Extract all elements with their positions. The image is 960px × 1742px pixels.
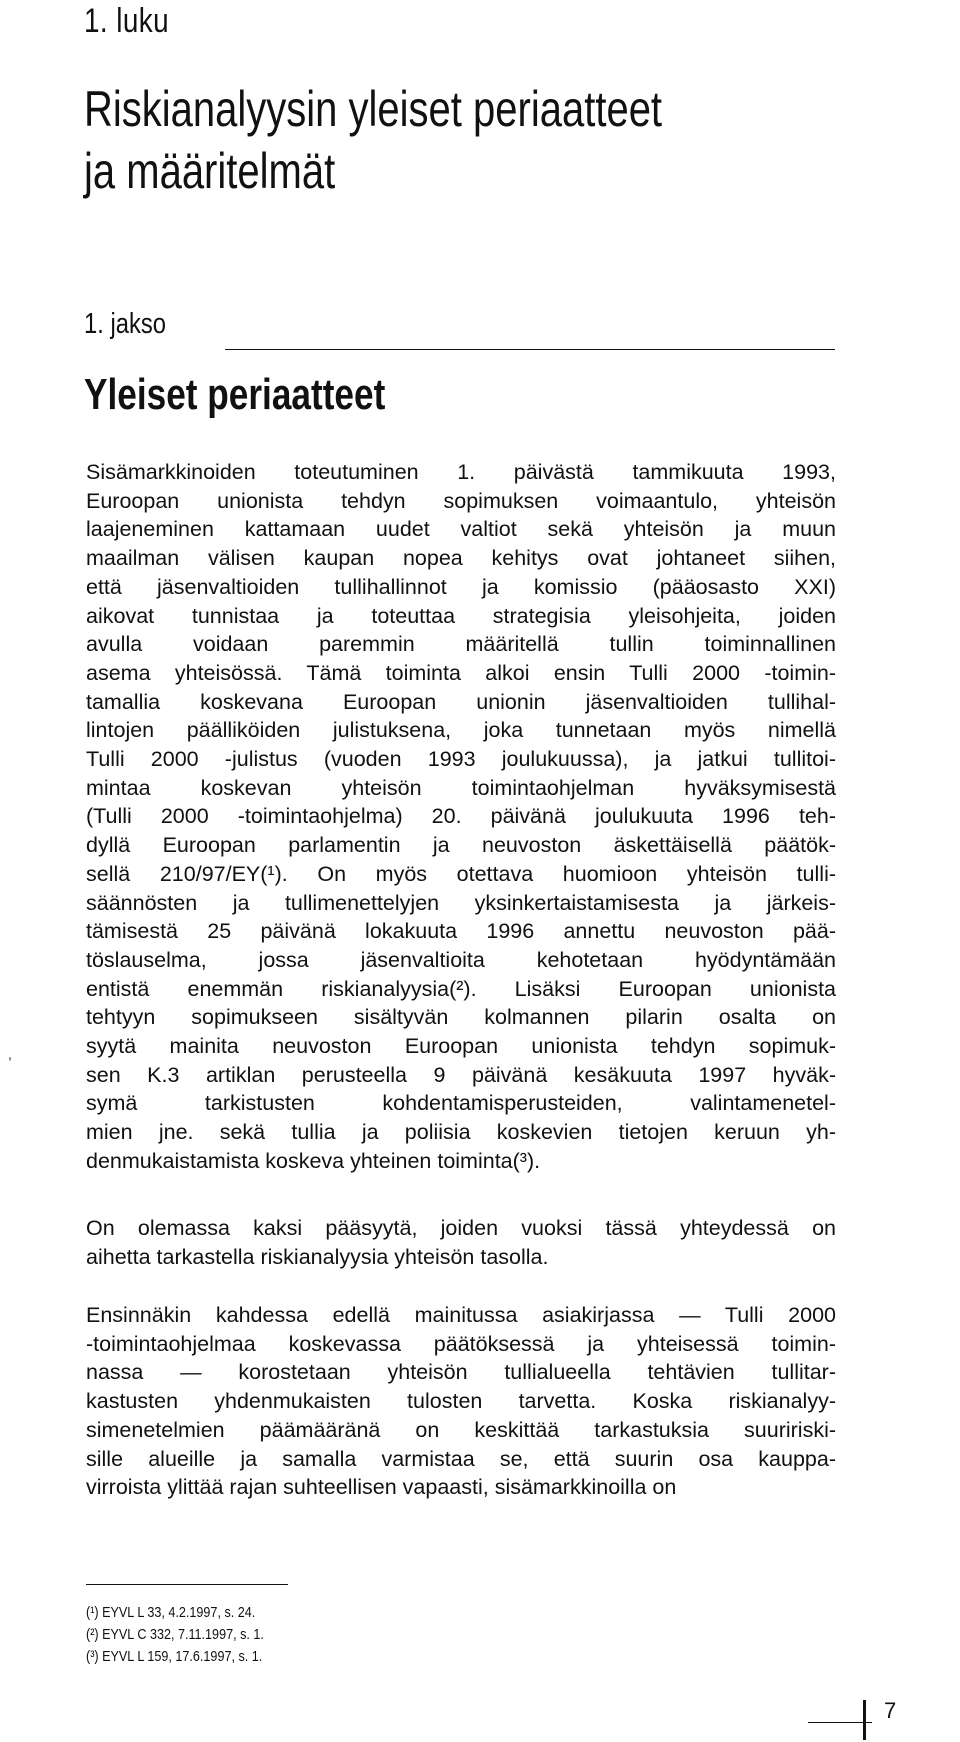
text-line: virroista ylittää rajan suhteellisen vapaasti, sisämarkkinoilla on	[86, 1475, 677, 1500]
text-line: Ensinnäkin kahdessa edellä mainitussa asiakirjassa — Tulli 2000	[86, 1303, 836, 1327]
chapter-title-line: ja määritelmät	[84, 143, 336, 199]
text-line: -toimintaohjelmaa koskevassa päätöksessä ja yhteisessä toimin-	[86, 1331, 836, 1356]
page-number-bar	[863, 1700, 866, 1740]
footnotes	[86, 1602, 264, 1668]
text-line: dyllä Euroopan parlamentin ja neuvoston äskettäisellä päätök-	[86, 833, 836, 858]
body-paragraph	[86, 458, 836, 1176]
text-line: sellä 210/97/EY(¹). On myös otettava huomioon yhteisön tulli-	[86, 861, 836, 886]
section-divider	[225, 349, 835, 350]
footnote: (³) EYVL L 159, 17.6.1997, s. 1.	[86, 1648, 263, 1665]
text-line: maailman välisen kaupan nopea kehitys ovat johtaneet siihen,	[86, 546, 836, 571]
section-label: 1. jakso	[84, 308, 166, 340]
footnote: (²) EYVL C 332, 7.11.1997, s. 1.	[86, 1626, 264, 1643]
body-paragraph	[86, 1301, 836, 1502]
body-paragraph	[86, 1214, 836, 1271]
text-line: (Tulli 2000 -toimintaohjelma) 20. päivänä joulukuuta 1996 teh-	[86, 804, 836, 829]
text-line: Sisämarkkinoiden toteutuminen 1. päivästä tammikuuta 1993,	[86, 460, 836, 484]
text-line: mintaa koskevan yhteisön toimintaohjelman hyväksymisestä	[86, 775, 836, 800]
page-number: 7	[884, 1698, 897, 1723]
text-line: On olemassa kaksi pääsyytä, joiden vuoksi tässä yhteydessä on	[86, 1216, 836, 1240]
text-line: simenetelmien päämääränä on keskittää tarkastuksia suuririski-	[86, 1417, 836, 1442]
text-line: tamallia koskevana Euroopan unionin jäsenvaltioiden tullihal-	[86, 689, 836, 714]
text-line: lintojen päälliköiden julistuksena, joka tunnetaan myös nimellä	[86, 718, 836, 743]
text-line: että jäsenvaltioiden tullihallinnot ja komissio (pääosasto XXI)	[86, 574, 836, 599]
text-line: kastusten yhdenmukaisten tulosten tarvetta. Koska riskianalyy-	[86, 1389, 836, 1414]
text-line: entistä enemmän riskianalyysia(²). Lisäksi Euroopan unionista	[86, 976, 836, 1001]
text-line: denmukaistamista koskeva yhteinen toiminta(³).	[86, 1148, 541, 1173]
text-line: symä tarkistusten kohdentamisperusteiden, valintamenetel-	[86, 1091, 836, 1116]
text-line: asema yhteisössä. Tämä toiminta alkoi ensin Tulli 2000 -toimin-	[86, 660, 836, 685]
margin-mark: ,	[8, 1046, 12, 1062]
text-line: sille alueille ja samalla varmistaa se, että suurin osa kauppa-	[86, 1446, 836, 1471]
text-line: tämisestä 25 päivänä lokakuuta 1996 annettu neuvoston pää-	[86, 919, 836, 944]
text-line: säännösten ja tullimenettelyjen yksinkertaistamisesta ja järkeis-	[86, 890, 836, 915]
footnote: (¹) EYVL L 33, 4.2.1997, s. 24.	[86, 1604, 256, 1621]
text-line: avulla voidaan paremmin määritellä tullin toiminnallinen	[86, 632, 836, 657]
text-line: sen K.3 artiklan perusteella 9 päivänä kesäkuuta 1997 hyväk-	[86, 1062, 836, 1087]
text-line: Euroopan unionista tehdyn sopimuksen voimaantulo, yhteisön	[86, 488, 836, 513]
text-line: aikovat tunnistaa ja toteuttaa strategisia yleisohjeita, joiden	[86, 603, 836, 628]
text-line: Tulli 2000 -julistus (vuoden 1993 joulukuussa), ja jatkui tullitoi-	[86, 747, 836, 772]
text-line: mien jne. sekä tullia ja poliisia koskevien tietojen keruun yh-	[86, 1120, 836, 1145]
chapter-title-line: Riskianalyysin yleiset periaatteet	[84, 81, 663, 137]
chapter-label: 1. luku	[84, 2, 170, 40]
text-line: syytä mainita neuvoston Euroopan unionista tehdyn sopimuk-	[86, 1034, 836, 1059]
footnote-divider	[86, 1584, 288, 1585]
text-line: nassa — korostetaan yhteisön tullialueella tehtävien tullitar-	[86, 1360, 836, 1385]
section-title: Yleiset periaatteet	[84, 370, 386, 419]
text-line: aihetta tarkastella riskianalyysia yhteisön tasolla.	[86, 1244, 549, 1269]
chapter-title	[84, 78, 804, 202]
text-line: laajeneminen kattamaan uudet valtiot sekä yhteisön ja muun	[86, 517, 836, 542]
text-line: töslauselma, jossa jäsenvaltioita kehotetaan hyödyntämään	[86, 947, 836, 972]
text-line: tehtyyn sopimukseen sisältyvän kolmannen pilarin osalta on	[86, 1005, 836, 1030]
